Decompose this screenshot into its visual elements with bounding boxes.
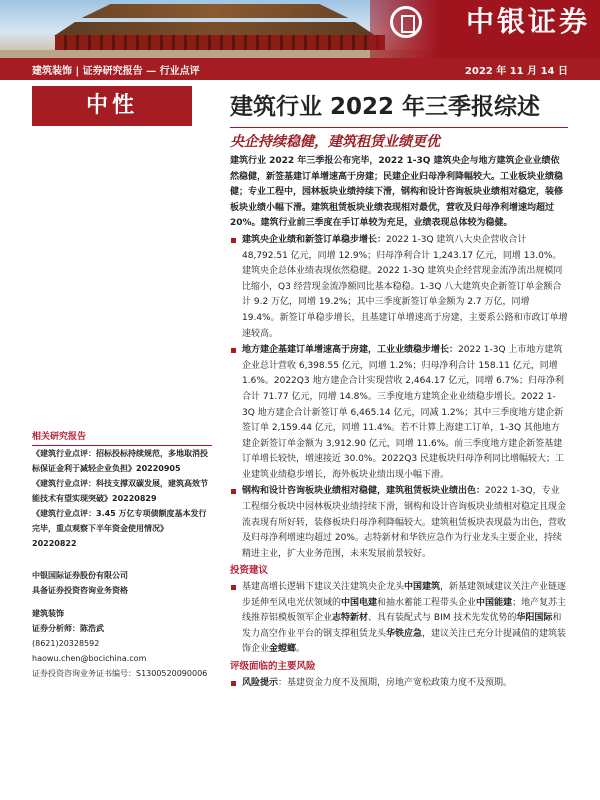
brand-logo-text: 中银证券 bbox=[465, 5, 590, 38]
institution-info bbox=[32, 568, 212, 598]
bullet-lead: 地方建企基建订单增速高于房建，工业业绩稳步增长： bbox=[242, 345, 459, 356]
risk-heading: 评级面临的主要风险 bbox=[230, 661, 316, 672]
related-report-item[interactable] bbox=[32, 476, 212, 506]
analyst-email[interactable]: haowu.chen@bocichina.com bbox=[32, 654, 147, 663]
boc-logo-icon bbox=[390, 6, 422, 38]
related-reports bbox=[32, 430, 212, 551]
related-report-title: 《建筑行业点评：科技支撑双碳发展，建筑高效节能技术有望实现突破》 bbox=[32, 479, 208, 503]
related-report-date: 20220822 bbox=[32, 539, 77, 548]
related-heading: 相关研究报告 bbox=[32, 432, 87, 442]
related-report-title: 《建筑行业点评：3.45 万亿专项债额度基本发行完毕，重点观察下半年资金使用情况》 bbox=[32, 509, 207, 533]
related-report-title: 《建筑行业点评：招标投标持续规范，多地取消投标保证金利于减轻企业负担》 bbox=[32, 449, 208, 473]
palace-hall bbox=[55, 35, 385, 51]
analyst-name: 证券分析师：陈浩武 bbox=[32, 624, 104, 633]
report-date: 2022 年 11 月 14 日 bbox=[464, 66, 568, 77]
institution-qualification: 具备证券投资咨询业务资格 bbox=[32, 586, 128, 595]
report-title: 建筑行业 2022 年三季报综述 bbox=[230, 94, 541, 120]
bullet-lead: 建筑央企业绩和新签订单稳步增长： bbox=[242, 234, 387, 245]
palace-roof-upper bbox=[70, 4, 360, 18]
invest-text: 和抽水蓄能工程带头企业 bbox=[377, 597, 477, 608]
invest-text: 和发力高空作业平台的钢支撑租赁龙头 bbox=[242, 613, 562, 639]
invest-text: 、具有装配式与 BIM 技术先发优势的 bbox=[368, 613, 517, 624]
risk-item bbox=[230, 676, 568, 692]
risk-text: ：基建资金力度不及预期，房地产宽松政策力度不及预期。 bbox=[278, 677, 513, 688]
report-category: 建筑装饰 | 证券研究报告 — 行业点评 bbox=[32, 66, 200, 77]
related-report-date: 20220829 bbox=[112, 494, 157, 503]
invest-text: 基建高增长逻辑下建议关注建筑央企龙头 bbox=[242, 582, 405, 593]
bullet-item bbox=[230, 233, 568, 342]
report-subtitle: 央企持续稳健，建筑租赁业绩更优 bbox=[230, 134, 440, 150]
stock-name: 中国能建 bbox=[476, 597, 513, 608]
invest-text: 。 bbox=[296, 644, 306, 655]
stock-name: 金螳螂 bbox=[269, 644, 297, 655]
rating-badge: 中性 bbox=[32, 86, 192, 126]
analyst-phone: (8621)20328592 bbox=[32, 639, 100, 648]
risk-lead: 风险提示 bbox=[242, 677, 279, 688]
bullet-item bbox=[230, 484, 568, 562]
bullet-text: 2022 1-3Q 建筑八大央企营收合计 48,792.51 亿元，同增 12.9%；归母净利合计 1,243.17 亿元，同增 13.0%。建筑央企总体业绩表现依然稳健。2022 1-3Q 建筑央企经营现金流净流出规模同比缩小，Q3 经营现金流净额同比基本稳稳。1-3Q 八大建筑央企新签订单金额合计 9.2 万亿，同增 19.2%；其中三季度新签订单金额为 2.7 万亿，同增 19.4%。新签订单稳步增长，且基建订单增速高于房建，主要系公路和市政订单增速较高。 bbox=[242, 234, 568, 339]
header-bar bbox=[0, 58, 600, 80]
bullet-text: 2022 1-3Q 上市地方建筑企业总计营收 6,398.55 亿元，同增 1.2%；归母净利合计 158.11 亿元，同增 1.6%。2022Q3 地方建企合计实现营收 2,464.17 亿元，同增 6.7%；归母净利合计 71.77 亿元，同增 14.8%。三季度地方建筑企业业绩稳步增长。2022 1-3Q 地方建企合计新签订单 6,465.14 亿元，同减 1.2%；其中三季度地方建企新签订单 2,159.44 亿元，同增 11.4%。若不计算上海建工订单，1-3Q 其他地方建企新签订单金额为 3,912.90 亿元，同增 11.6%。前三季度地方建企新签基建订单增长较快，增速接近 30.0%。2022Q3 民建板块归母净利同比增幅较大；工业建筑业绩稳步增长，海外板块业绩出现小幅下滑。 bbox=[242, 345, 565, 480]
stock-name: 志特新材 bbox=[332, 613, 369, 624]
related-report-item[interactable] bbox=[32, 446, 212, 476]
palace-roof-lower bbox=[40, 22, 390, 36]
analyst-license: 证券投资咨询业务证书编号：S1300520090006 bbox=[32, 669, 208, 678]
invest-text: ；地产复苏主线推荐铝模板领军企业 bbox=[242, 597, 567, 624]
related-report-date: 20220905 bbox=[136, 464, 181, 473]
stock-name: 华铁应急 bbox=[386, 628, 423, 639]
related-report-item[interactable] bbox=[32, 506, 212, 551]
sector-name: 建筑装饰 bbox=[32, 609, 64, 618]
main-content bbox=[230, 154, 568, 691]
analyst-info bbox=[32, 606, 212, 681]
stock-name: 中国建筑 bbox=[404, 582, 441, 593]
institution-name: 中银国际证券股份有限公司 bbox=[32, 571, 128, 580]
invest-heading: 投资建议 bbox=[230, 565, 269, 577]
bullet-lead: 钢构和设计咨询板块业绩相对稳健，建筑租赁板块业绩出色： bbox=[242, 486, 486, 497]
stock-name: 华阳国际 bbox=[516, 613, 553, 624]
bullet-item bbox=[230, 343, 568, 483]
invest-text: ，建议关注已充分计提减值的建筑装饰企业 bbox=[242, 628, 567, 655]
bullet-text: 2022 1-3Q，专业工程细分板块中园林板块业绩持续下滑，钢构和设计咨询板块业绩相对稳定且现金流表现有所好转，装修板块归母净利降幅较大。建筑租赁板块表现最为出色，营收及归母净利增速均超过 20%。志特新材和华铁应急作为行业龙头主要企业，持续精进主业，扩大业务范围，未来发展前景较好。 bbox=[242, 486, 567, 559]
intro-summary: 建筑行业 2022 年三季报公布完毕，2022 1-3Q 建筑央企与地方建筑企业业绩依然稳健，新签基建订单增速高于房建；民建企业归母净利降幅较大。工业板块业绩稳健；专业工程中，园林板块业绩持续下滑，钢构和设计咨询板块业绩相对稳定，装修板块业绩小幅下滑。建筑租赁板块业绩表现相对最优，营收及归母净利增速均超过 20%。建筑行业前三季度在手订单较为充足，业绩表现总体较为稳健。 bbox=[230, 156, 564, 229]
header-banner bbox=[0, 0, 600, 58]
invest-recommendation bbox=[230, 580, 568, 658]
stock-name: 中国电建 bbox=[341, 597, 378, 608]
title-divider bbox=[230, 127, 568, 128]
invest-text: ，新基建领域建议关注产业链逐步延伸至风电光伏领域的 bbox=[242, 582, 567, 608]
